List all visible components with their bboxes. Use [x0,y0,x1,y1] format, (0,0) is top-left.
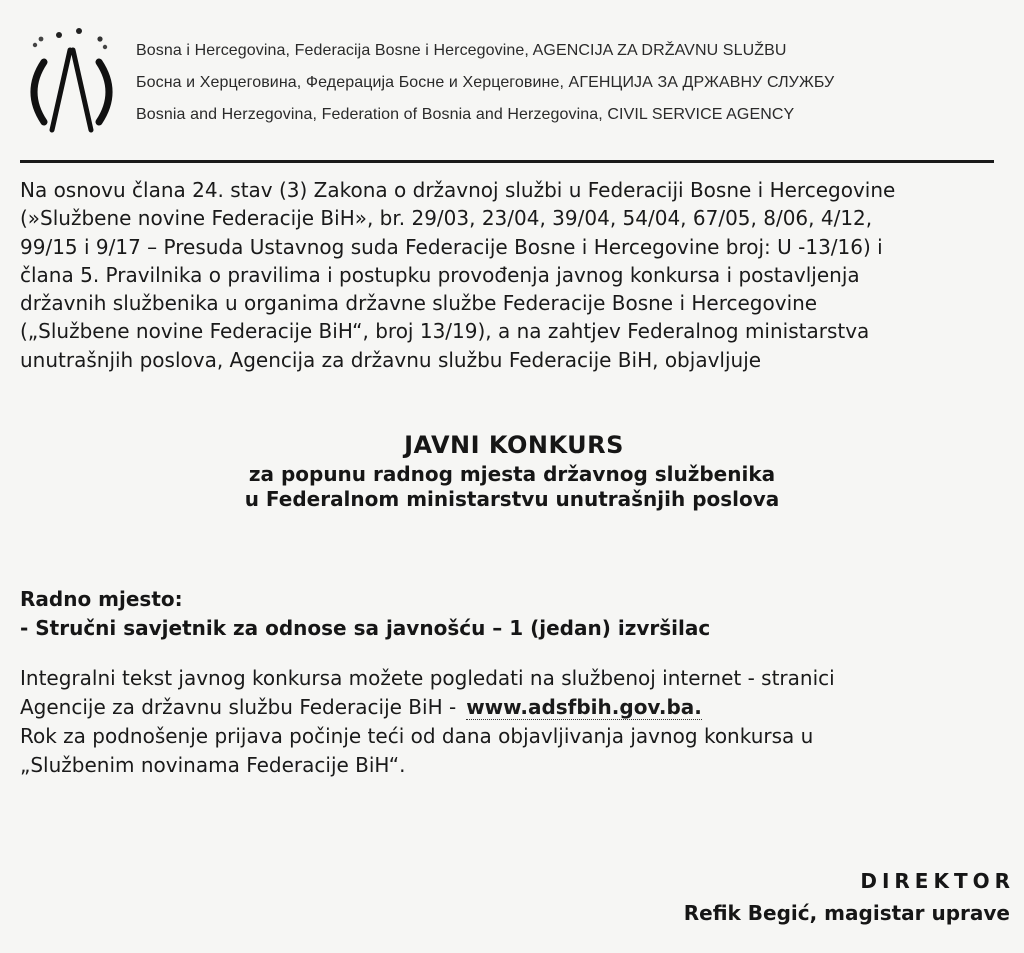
intro-paragraph [20,176,1010,374]
intro-line: člana 5. Pravilnika o pravilima i postupku provođenja javnog konkursa i postavljenja [20,262,860,287]
signatory-role: DIREKTOR [860,869,1015,893]
position-section [20,585,1010,643]
intro-line: („Službene novine Federacije BiH“, broj 13/19), a na zahtjev Federalnog ministarstva [20,319,870,344]
header-divider [20,160,994,163]
agency-website-link[interactable]: www.adsfbih.gov.ba. [466,695,702,719]
announcement-title-block [0,428,1024,512]
info-line: Rok za podnošenje prijava počinje teći od dana objavljivanja javnog konkursa u [20,724,814,748]
agency-logo-icon [22,26,122,144]
agency-name-block [136,40,1016,136]
agency-name-serbian-cyrillic: Босна и Херцеговина, Федерација Босне и Херцеговине, АГЕНЦИЈА ЗА ДРЖАВНУ СЛУЖБУ [136,74,835,91]
position-item: - Stručni savjetnik za odnose sa javnošću – 1 (jedan) izvršilac [20,616,711,640]
agency-name-english: Bosnia and Herzegovina, Federation of Bosnia and Herzegovina, CIVIL SERVICE AGENCY [136,106,795,123]
intro-line: Na osnovu člana 24. stav (3) Zakona o državnoj službi u Federaciji Bosne i Hercegovine [20,178,896,202]
info-line [20,693,1010,722]
announcement-subtitle-line: u Federalnom ministarstvu unutrašnjih poslova [244,487,780,511]
position-heading: Radno mjesto: [20,587,183,611]
agency-name-bosnian: Bosna i Hercegovina, Federacija Bosne i Hercegovine, AGENCIJA ZA DRŽAVNU SLUŽBU [136,42,787,59]
intro-line: 99/15 i 9/17 – Presuda Ustavnog suda Federacije Bosne i Hercegovine broj: U -13/16) i [20,234,883,259]
signatory-name: Refik Begić, magistar uprave [683,901,1010,925]
signature-block [683,866,1015,930]
info-paragraph [20,664,1010,780]
info-line: Integralni tekst javnog konkursa možete pogledati na službenoj internet - stranici [20,666,835,690]
intro-line: državnih službenika u organima državne službe Federacije Bosne i Hercegovine [20,291,818,316]
intro-line: (»Službene novine Federacije BiH», br. 29/03, 23/04, 39/04, 54/04, 67/05, 8/06, 4/12, [20,206,873,231]
announcement-subtitle-line: za popunu radnog mjesta državnog službenika [248,462,776,486]
intro-line: unutrašnjih poslova, Agencija za državnu službu Federacije BiH, objavljuje [20,347,762,372]
info-line-prefix: Agencije za državnu službu Federacije BiH - [20,695,457,719]
info-line: „Službenim novinama Federacije BiH“. [20,753,406,777]
announcement-title: JAVNI KONKURS [404,431,624,459]
